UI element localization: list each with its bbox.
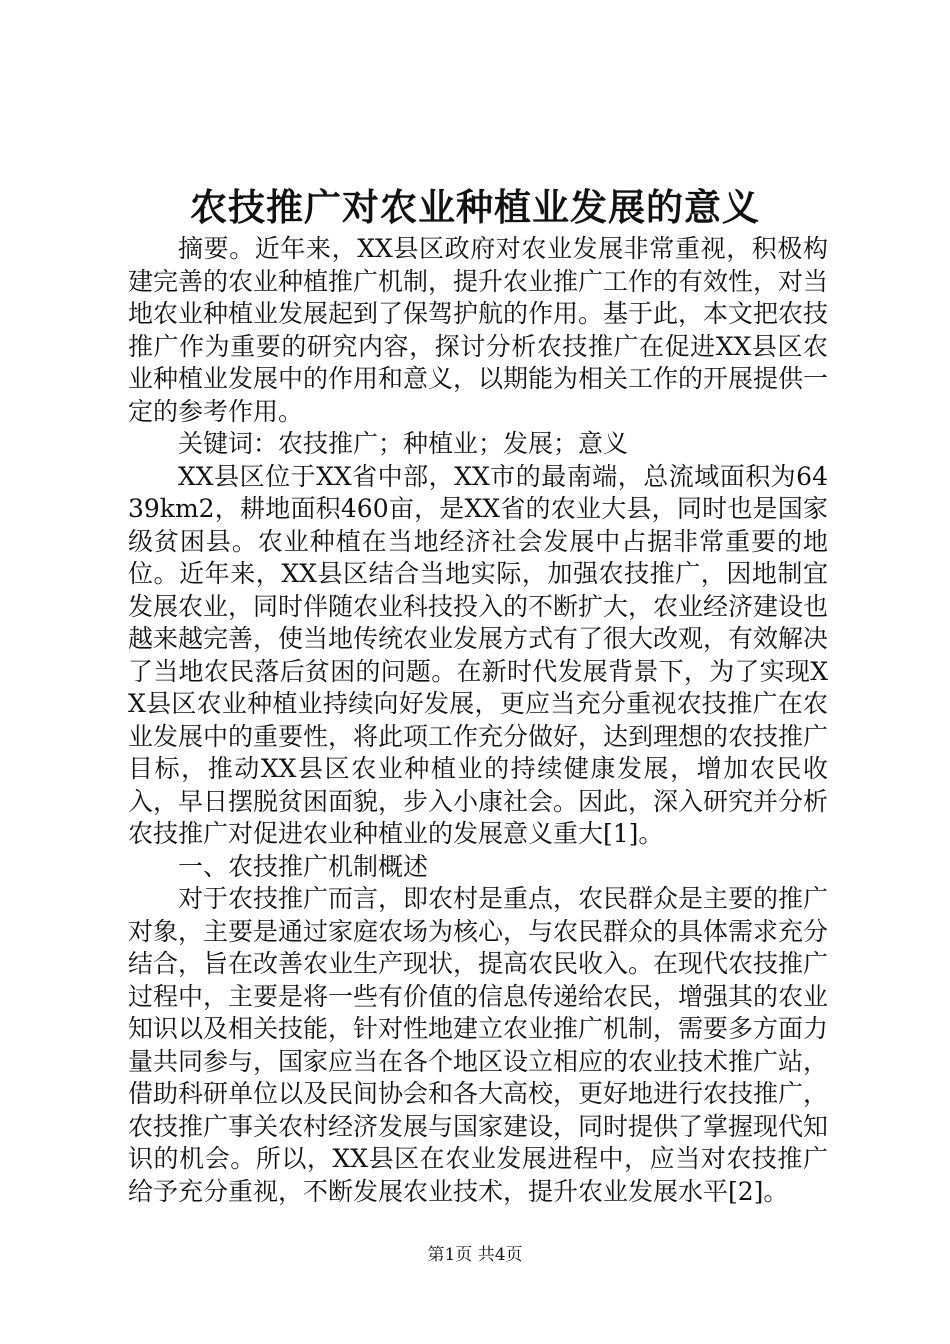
section-paragraph: 对于农技推广而言，即农村是重点，农民群众是主要的推广对象，主要是通过家庭农场为核心，与农民群众的具体需求充分结合，旨在改善农业生产现状，提高农民收入。在现代农技推广过程中，主要是将一些有价值的信息传递给农民，增强其的农业知识以及相关技能，针对性地建立农业推广机制，需要多方面力量共同参与，国家应当在各个地区设立相应的农业技术推广站，借助科研单位以及民间协会和各大高校，更好地进行农技推广，农技推广事关农村经济发展与国家建设，同时提供了掌握现代知识的机会。所以，XX县区在农业发展进程中，应当对农技推广给予充分重视，不断发展农业技术，提升农业发展水平[2]。 xyxy=(128,884,829,1206)
page-footer: 第1页 共4页 xyxy=(427,1245,523,1265)
intro-paragraph: XX县区位于XX省中部，XX市的最南端，总流域面积为6439km2，耕地面积460亩，是XX省的农业大县，同时也是国家级贫困县。农业种植在当地经济社会发展中占据非常重要的地位。近年来，XX县区结合当地实际，加强农技推广，因地制宜发展农业，同时伴随农业科技投入的不断扩大，农业经济建设也越来越完善，使当地传统农业发展方式有了很大改观，有效解决了当地农民落后贫困的问题。在新时代发展背景下，为了实现XX县区农业种植业持续向好发展，更应当充分重视农技推广在农业发展中的重要性，将此项工作充分做好，达到理想的农技推广目标，推动XX县区农业种植业的持续健康发展，增加农民收入，早日摆脱贫困面貌，步入小康社会。因此，深入研究并分析农技推广对促进农业种植业的发展意义重大[1]。 xyxy=(128,461,829,848)
document-body xyxy=(128,233,828,1208)
section-heading: 一、农技推广机制概述 xyxy=(178,851,429,881)
document-title: 农技推广对农业种植业发展的意义 xyxy=(190,185,760,229)
keywords-paragraph: 关键词：农技推广；种植业；发展；意义 xyxy=(178,429,629,458)
abstract-paragraph: 摘要。近年来，XX县区政府对农业发展非常重视，积极构建完善的农业种植推广机制，提升农业推广工作的有效性，对当地农业种植业发展起到了保驾护航的作用。基于此，本文把农技推广作为重要的研究内容，探讨分析农技推广在促进XX县区农业种植业发展中的作用和意义，以期能为相关工作的开展提供一定的参考作用。 xyxy=(128,234,829,426)
